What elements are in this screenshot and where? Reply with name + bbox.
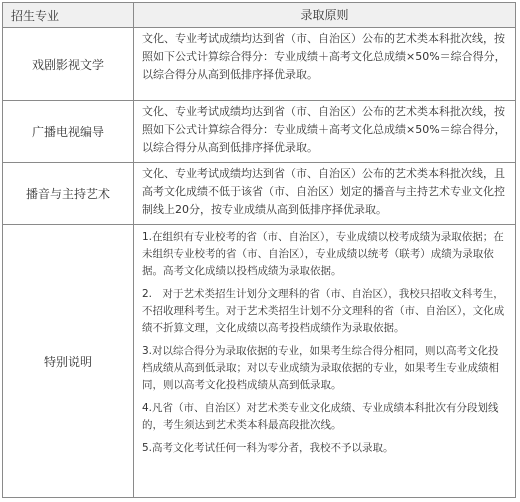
- table-row-special-notes: [3, 225, 515, 497]
- major-name: 播音与主持艺术: [3, 163, 134, 224]
- major-name: 戏剧影视文学: [3, 28, 134, 100]
- admission-principle: 文化、专业考试成绩均达到省（市、自治区）公布的艺术类本科批次线，按照如下公式计算综合得分：专业成绩＋高考文化总成绩×50%＝综合得分，以综合得分从高到低排序择优录取。: [142, 32, 506, 81]
- admission-principle: 文化、专业考试成绩均达到省（市、自治区）公布的艺术类本科批次线，且高考文化成绩不低于该省（市、自治区）划定的播音与主持艺术专业文化控制线上20分，按专业成绩从高到低排序择优录取。: [142, 167, 505, 216]
- table-header-row: [3, 3, 515, 28]
- table-row-drama: [3, 28, 515, 101]
- admission-principle: 文化、专业考试成绩均达到省（市、自治区）公布的艺术类本科批次线，按照如下公式计算综合得分：专业成绩＋高考文化总成绩×50%＝综合得分，以综合得分从高到低排序择优录取。: [142, 105, 506, 154]
- special-note-item: 5.高考文化考试任何一科为零分者，我校不予以录取。: [142, 442, 394, 454]
- special-note-item: 1.在组织有专业校考的省（市、自治区），专业成绩以校考成绩为录取依据；在未组织专业校考的省（市、自治区），专业成绩以统考（联考）成绩为录取依据。高考文化成绩以投档成绩为录取依据。: [142, 231, 504, 277]
- special-notes-list: [134, 225, 515, 497]
- special-note-item: 4.凡省（市、自治区）对艺术类专业文化成绩、专业成绩本科批次有分段划线的，考生须达到艺术类本科最高段批次线。: [142, 402, 499, 431]
- admission-table: [2, 2, 516, 498]
- header-major: 招生专业: [3, 3, 134, 27]
- major-name: 广播电视编导: [3, 101, 134, 162]
- header-principle: 录取原则: [300, 8, 349, 22]
- special-note-item: 2. 对于艺术类招生计划分文理科的省（市、自治区），我校只招收文科考生，不招收理科考生。对于艺术类招生计划不分文理科的省（市、自治区），文化成绩不折算文理，文化成绩以高考投档成绩作为录取依据。: [142, 288, 505, 334]
- special-note-item: 3.对以综合得分为录取依据的专业，如果考生综合得分相同，则以高考文化投档成绩从高到低录取；对以专业成绩为录取依据的专业，如果考生专业成绩相同，则以高考文化投档成绩从高到低录取。: [142, 345, 499, 391]
- table-row-hosting: [3, 163, 515, 225]
- special-notes-label: 特别说明: [3, 225, 134, 497]
- table-row-broadcast: [3, 101, 515, 163]
